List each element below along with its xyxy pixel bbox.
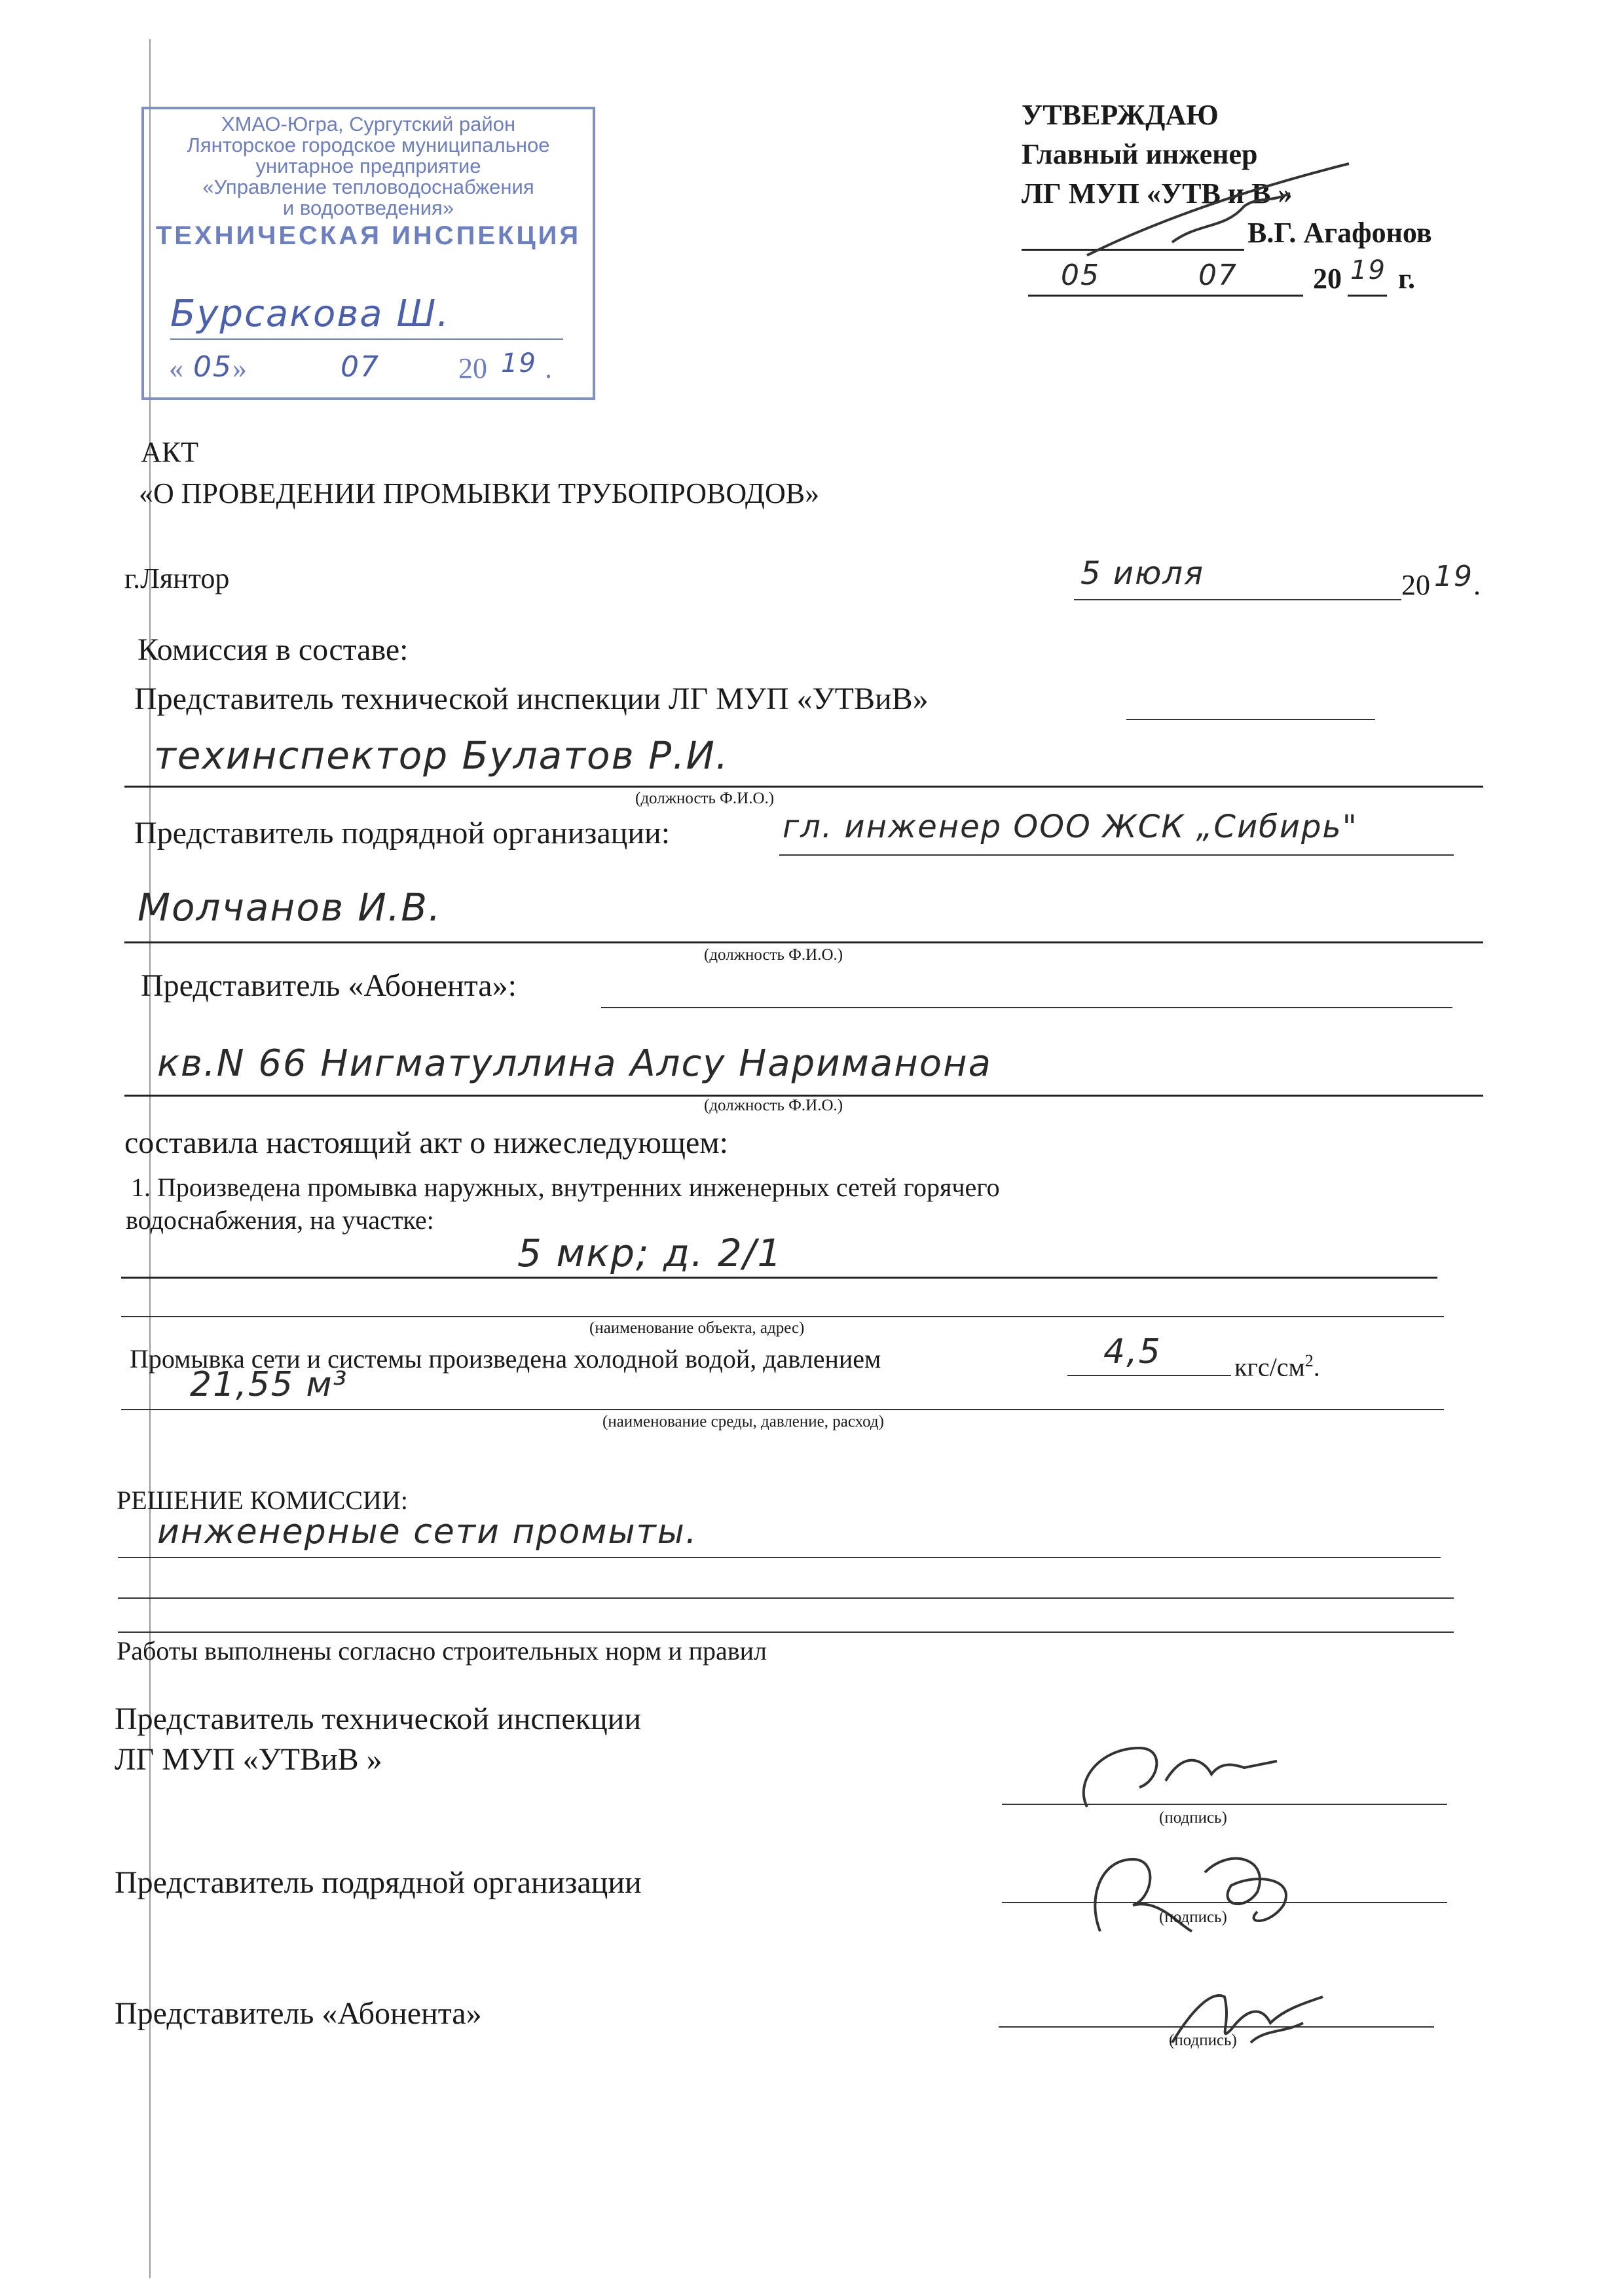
stamp-line-6: ТЕХНИЧЕСКАЯ ИНСПЕКЦИЯ	[155, 221, 581, 250]
contractor-caption: (должность Ф.И.О.)	[704, 946, 843, 964]
approval-heading: УТВЕРЖДАЮ	[1022, 99, 1219, 131]
contractor-handwritten-1: гл. инженер ООО ЖСК „Сибирь"	[783, 809, 1358, 845]
stamp-date-year: 19	[501, 348, 537, 378]
approval-date-month: 07	[1198, 259, 1238, 292]
contractor-line-2	[124, 941, 1483, 943]
volume-handwritten: 21,55 м³	[190, 1365, 348, 1404]
pressure-unit-text: кгс/см	[1234, 1352, 1305, 1382]
stamp-line-4: «Управление тепловодоснабжения	[202, 175, 534, 198]
approval-name: В.Г. Агафонов	[1247, 217, 1432, 249]
stamp-line-3: унитарное предприятие	[255, 155, 481, 177]
volume-caption: (наименование среды, давление, расход)	[602, 1413, 884, 1430]
act-subtitle: «О ПРОВЕДЕНИИ ПРОМЫВКИ ТРУБОПРОВОДОВ»	[139, 477, 820, 509]
subscriber-label-line	[601, 1007, 1452, 1008]
stamp-line-5: и водоотведения»	[282, 196, 454, 219]
approval-position: Главный инженер	[1022, 138, 1258, 170]
decision-heading: РЕШЕНИЕ КОМИССИИ:	[117, 1485, 408, 1515]
subscriber-caption: (должность Ф.И.О.)	[704, 1097, 843, 1114]
act-city: г.Лянтор	[124, 562, 230, 594]
stamp-date-month: 07	[341, 350, 380, 384]
sign-tech-label-2: ЛГ МУП «УТВиВ »	[115, 1742, 382, 1777]
stamp-date-day: 05	[193, 350, 232, 384]
stamp-date-dot: .	[545, 352, 552, 384]
stamp-signature: Бурсакова Ш.	[170, 293, 451, 335]
subscriber-handwritten: кв.N 66 Нигматуллина Алсу Нариманона	[157, 1042, 992, 1085]
commission-heading: Комиссия в составе:	[138, 632, 409, 667]
sign-subscriber-label: Представитель «Абонента»	[115, 1996, 482, 2031]
contractor-signature	[1061, 1833, 1336, 1944]
stamp-signature-line	[170, 338, 563, 340]
act-date-dot: .	[1473, 569, 1481, 601]
flush-text: Промывка сети и системы произведена холодной водой, давлением	[130, 1344, 881, 1374]
decision-line-3	[118, 1631, 1454, 1633]
approval-date-line	[1028, 295, 1303, 297]
subscriber-signature-line	[999, 2026, 1434, 2028]
tech-caption: (должность Ф.И.О.)	[635, 790, 775, 807]
site-line-2	[121, 1316, 1444, 1317]
approval-year-line	[1348, 295, 1387, 297]
tech-representative-label: Представитель технической инспекции ЛГ МУП «УТВиВ»	[134, 682, 929, 716]
subscriber-label: Представитель «Абонента»:	[141, 968, 517, 1003]
contractor-handwritten-2: Молчанов И.В.	[138, 885, 442, 930]
contractor-signature-line	[1002, 1902, 1447, 1903]
act-title: АКТ	[141, 436, 198, 468]
stamp-date-year-prefix: 20	[458, 352, 487, 384]
site-caption: (наименование объекта, адрес)	[589, 1319, 805, 1337]
contractor-signature-caption: (подпись)	[1159, 1908, 1227, 1926]
pressure-line	[1067, 1375, 1231, 1376]
site-handwritten: 5 мкр; д. 2/1	[517, 1231, 783, 1275]
pressure-unit-dot: .	[1313, 1352, 1320, 1382]
tech-label-line	[1126, 719, 1375, 720]
works-text: Работы выполнены согласно строительных норм и правил	[117, 1636, 767, 1666]
pressure-unit-superscript: 2	[1304, 1351, 1314, 1370]
item1-line1: 1. Произведена промывка наружных, внутренних инженерных сетей горячего	[131, 1173, 1000, 1202]
tech-signature-line	[1002, 1804, 1447, 1805]
approval-date-suffix: г.	[1398, 263, 1416, 295]
approval-date-day: 05	[1061, 259, 1100, 292]
inspection-stamp	[141, 107, 595, 400]
site-line-1	[121, 1277, 1437, 1279]
act-date-year-prefix: 20	[1401, 569, 1430, 601]
decision-line-1	[118, 1557, 1441, 1558]
approval-date-year-prefix: 20	[1313, 263, 1342, 295]
decision-line-2	[118, 1597, 1454, 1599]
decision-handwritten: инженерные сети промыты.	[157, 1512, 698, 1552]
approval-date-year: 19	[1350, 255, 1386, 285]
tech-signature	[1061, 1722, 1297, 1820]
act-date-line	[1074, 599, 1401, 600]
stamp-line-2: Лянторское городское муниципальное	[187, 134, 550, 156]
tech-representative-handwritten: техинспектор Булатов Р.И.	[154, 733, 729, 778]
act-intro: составила настоящий акт о нижеследующем:	[124, 1125, 728, 1160]
sign-tech-label-1: Представитель технической инспекции	[115, 1702, 641, 1736]
stamp-line-1: ХМАО-Югра, Сургутский район	[221, 113, 516, 136]
tech-representative-line	[124, 786, 1483, 788]
stamp-date-quote-close: »	[232, 352, 247, 384]
volume-line	[121, 1409, 1444, 1410]
act-date-year: 19	[1434, 560, 1473, 593]
contractor-line-1	[779, 854, 1454, 856]
pressure-unit	[1234, 1345, 1320, 1383]
item1-line2: водоснабжения, на участке:	[126, 1205, 434, 1235]
stamp-date-quote-open: «	[169, 352, 183, 384]
tech-signature-caption: (подпись)	[1159, 1809, 1227, 1827]
subscriber-signature-caption: (подпись)	[1169, 2032, 1237, 2049]
act-date-handwritten: 5 июля	[1080, 555, 1204, 592]
approval-organization: ЛГ МУП «УТВ и В »	[1022, 177, 1293, 210]
sign-contractor-label: Представитель подрядной организации	[115, 1865, 642, 1900]
contractor-label: Представитель подрядной организации:	[134, 816, 671, 850]
pressure-handwritten: 4,5	[1103, 1332, 1162, 1372]
